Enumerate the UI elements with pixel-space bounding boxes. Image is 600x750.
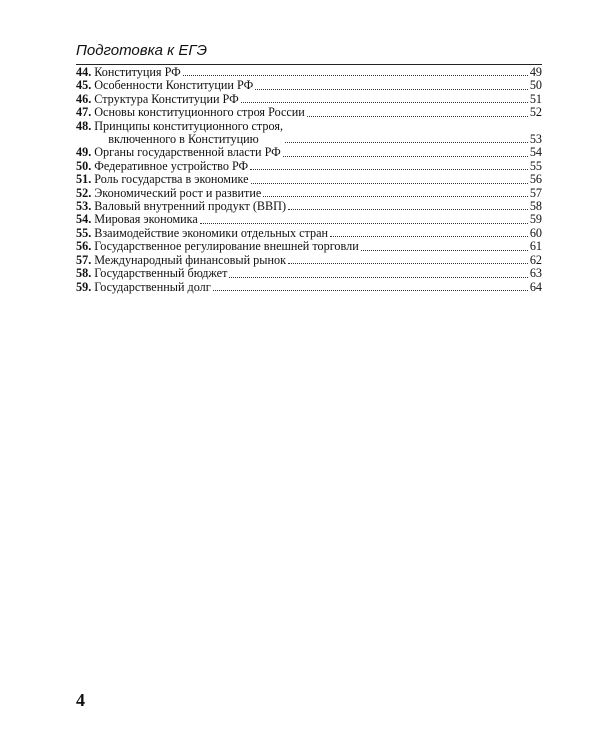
- toc-leader: [200, 223, 528, 224]
- toc-number: 44.: [76, 65, 92, 79]
- toc-entry-58[interactable]: [76, 267, 542, 280]
- toc-number: 59.: [76, 279, 92, 294]
- toc-page: 61: [529, 239, 542, 254]
- toc-number: 57.: [76, 252, 92, 267]
- toc-leader: [288, 263, 528, 264]
- toc-title: Конституция РФ: [94, 65, 181, 79]
- toc-leader: [361, 250, 528, 251]
- toc-page: 49: [529, 65, 542, 79]
- toc-page: 51: [529, 91, 542, 106]
- toc-title: Принципы конституционного строя,: [94, 118, 284, 133]
- toc-entry-46[interactable]: [76, 93, 542, 106]
- toc-title: Государственный долг: [94, 279, 211, 294]
- toc-title-continued: включенного в Конституцию: [108, 132, 259, 147]
- toc-number: 58.: [76, 266, 92, 281]
- page-number: 4: [76, 690, 85, 710]
- toc-leader: [330, 236, 528, 237]
- toc-leader: [283, 156, 528, 157]
- toc-title: Международный финансовый рынок: [94, 252, 286, 267]
- toc-title: Роль государства в экономике: [94, 172, 249, 187]
- toc-number: 56.: [76, 239, 92, 254]
- toc-title: Государственное регулирование внешней торговли: [94, 239, 359, 254]
- toc-entry-45[interactable]: [76, 79, 542, 92]
- toc-leader: [241, 102, 528, 103]
- toc-leader: [251, 183, 528, 184]
- toc-number: 50.: [76, 158, 92, 173]
- toc-leader: [263, 196, 528, 197]
- toc-title: Особенности Конституции РФ: [94, 78, 254, 93]
- toc-leader: [288, 209, 528, 210]
- toc-entry-52[interactable]: [76, 187, 542, 200]
- toc-page: 52: [529, 105, 542, 120]
- toc-title-wrap: [94, 120, 283, 147]
- toc-title: Экономический рост и развитие: [94, 185, 262, 200]
- toc-page: 55: [529, 158, 542, 173]
- toc-number: 48.: [76, 118, 92, 133]
- toc-page: 56: [529, 172, 542, 187]
- toc-entry-44[interactable]: [76, 66, 542, 79]
- toc-leader: [250, 169, 528, 170]
- toc-leader: [285, 142, 528, 143]
- toc-title: Федеративное устройство РФ: [94, 158, 249, 173]
- toc-page: 58: [529, 199, 542, 214]
- toc-entry-51[interactable]: [76, 173, 542, 186]
- toc-title: Мировая экономика: [94, 212, 198, 227]
- toc-page: 60: [529, 225, 542, 240]
- table-of-contents: [76, 66, 542, 294]
- toc-page: 53: [529, 132, 542, 147]
- toc-number: 47.: [76, 105, 92, 120]
- toc-entry-53[interactable]: [76, 200, 542, 213]
- toc-number: 53.: [76, 199, 92, 214]
- toc-page: 54: [529, 145, 542, 160]
- toc-leader: [255, 89, 528, 90]
- toc-page: 50: [529, 78, 542, 93]
- toc-entry-59[interactable]: [76, 281, 542, 294]
- toc-entry-56[interactable]: [76, 240, 542, 253]
- toc-entry-48[interactable]: [76, 120, 542, 147]
- toc-entry-47[interactable]: [76, 106, 542, 119]
- toc-title: Взаимодействие экономики отдельных стран: [94, 225, 329, 240]
- running-header: Подготовка к ЕГЭ: [76, 42, 207, 59]
- toc-page: 59: [529, 212, 542, 227]
- toc-page: 57: [529, 185, 542, 200]
- toc-title: Основы конституционного строя России: [94, 105, 305, 120]
- toc-title: Структура Конституции РФ: [94, 91, 239, 106]
- toc-entry-50[interactable]: [76, 160, 542, 173]
- toc-number: 46.: [76, 91, 92, 106]
- toc-number: 45.: [76, 78, 92, 93]
- toc-leader: [213, 290, 528, 291]
- toc-entry-49[interactable]: [76, 146, 542, 159]
- toc-number: 54.: [76, 212, 92, 227]
- toc-page: 63: [529, 266, 542, 281]
- toc-leader: [183, 75, 528, 76]
- toc-leader: [229, 277, 527, 278]
- toc-number: 52.: [76, 185, 92, 200]
- toc-number: 51.: [76, 172, 92, 187]
- toc-leader: [307, 116, 528, 117]
- toc-entry-57[interactable]: [76, 254, 542, 267]
- toc-title: Государственный бюджет: [94, 266, 228, 281]
- toc-number: 55.: [76, 225, 92, 240]
- toc-title: Органы государственной власти РФ: [94, 145, 281, 160]
- toc-page: 64: [529, 279, 542, 294]
- toc-entry-54[interactable]: [76, 213, 542, 226]
- toc-number: 49.: [76, 145, 92, 160]
- toc-page: 62: [529, 252, 542, 267]
- toc-title: Валовый внутренний продукт (ВВП): [94, 199, 287, 214]
- toc-entry-55[interactable]: [76, 227, 542, 240]
